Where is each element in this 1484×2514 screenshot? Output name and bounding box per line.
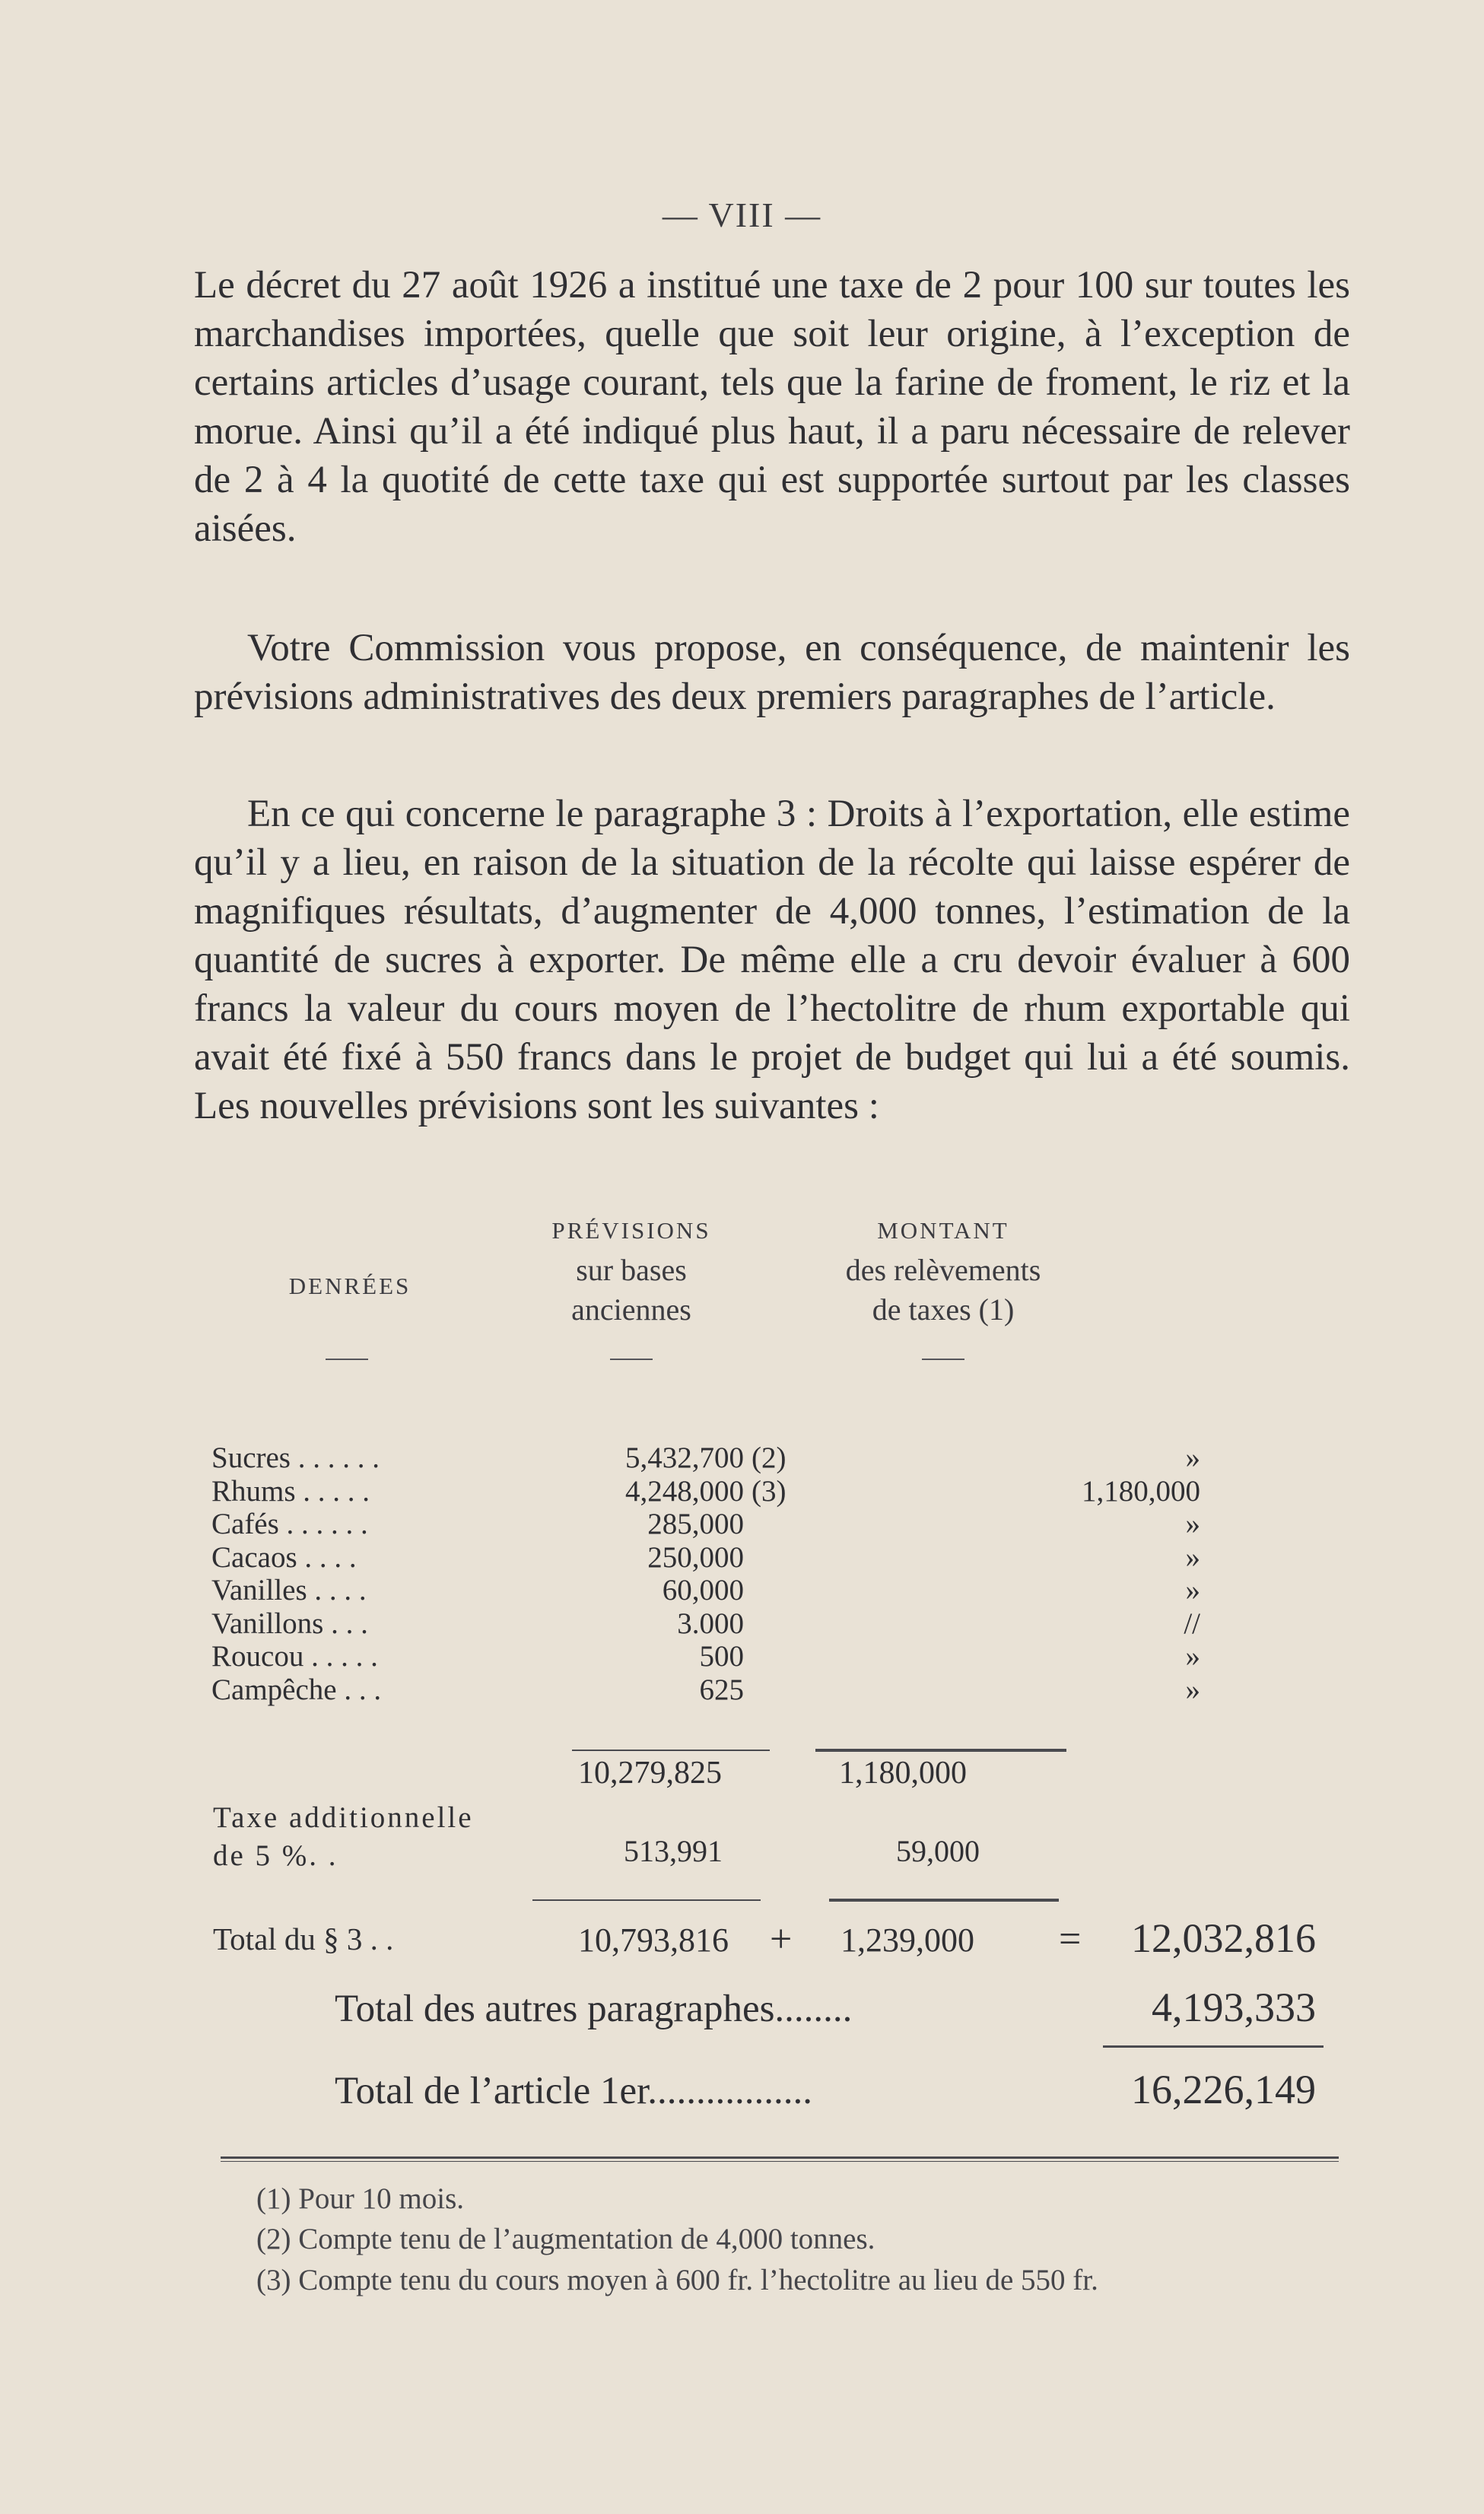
row-montant: » (1185, 1640, 1200, 1673)
header-denrees: DENRÉES (288, 1273, 412, 1299)
total-autres-label: Total des autres paragraphes........ (335, 1988, 853, 2030)
table-row-vanillons (211, 1607, 1200, 1641)
table-row-campeche (211, 1673, 1200, 1707)
total-autres-value: 4,193,333 (1152, 1985, 1316, 2030)
footnote-2: (2) Compte tenu de l’augmentation de 4,000 tonnes. (256, 2223, 875, 2255)
total-article-rule (1103, 2045, 1324, 2048)
subtotal-rule-previsions (572, 1750, 770, 1751)
header-montant-line3: de taxes (1) (872, 1292, 1015, 1327)
table-row-cafes (211, 1508, 1200, 1541)
row-label: Cafés . . . . . . (211, 1508, 368, 1540)
paragraph-commission: Votre Commission vous propose, en conséquence, de maintenir les prévisions administratives des deux premiers paragraphes de l’article. (194, 627, 1350, 718)
total-para3-montant: 1,239,000 (841, 1921, 974, 1959)
header-montant (783, 1211, 1103, 1330)
row-label: Cacaos . . . . (211, 1540, 357, 1574)
footnote-1: (1) Pour 10 mois. (256, 2182, 464, 2215)
footnote-separator (221, 2156, 1339, 2159)
row-montant: » (1185, 1540, 1200, 1574)
row-previsions: 285,000 (647, 1508, 744, 1540)
total-rule-montant (829, 1899, 1059, 1902)
row-label: Rhums . . . . . (211, 1474, 370, 1508)
row-label: Sucres . . . . . . (211, 1441, 380, 1474)
row-previsions: 500 (699, 1640, 744, 1673)
row-previsions: 3.000 (677, 1607, 744, 1640)
header-previsions-line3: anciennes (571, 1292, 691, 1327)
row-label: Vanilles . . . . (211, 1574, 367, 1607)
header-dash-denrees (326, 1359, 368, 1360)
total-rule-previsions (532, 1899, 761, 1901)
row-montant: // (1184, 1607, 1200, 1640)
footnote-separator-thin (221, 2161, 1339, 2162)
table-row-sucres (211, 1441, 1200, 1475)
table-row-vanilles (211, 1574, 1200, 1607)
taxe-additionnelle-previsions: 513,991 (624, 1834, 723, 1868)
row-montant: » (1185, 1574, 1200, 1607)
taxe-additionnelle-montant: 59,000 (896, 1834, 980, 1868)
row-previsions: 250,000 (647, 1540, 744, 1574)
total-para3-previsions: 10,793,816 (578, 1921, 729, 1959)
row-previsions: 625 (699, 1673, 744, 1706)
row-montant: » (1185, 1441, 1200, 1474)
subtotal-montant: 1,180,000 (839, 1756, 967, 1791)
row-previsions: 60,000 (662, 1574, 744, 1607)
row-label: Campêche . . . (211, 1673, 382, 1706)
paragraph-export: En ce qui concerne le paragraphe 3 : Droits à l’exportation, elle estime qu’il y a lieu, en raison de la situation de la récolte qui laisse espérer de magnifiques résultats, d’augmenter de 4,000 tonnes, l’estimation de la quantité de sucres à exporter. De même elle a cru devoir évaluer à 600 francs la valeur du cours moyen de l’hectolitre de rhum exportable qui avait été fixé à 550 francs dans le projet de budget qui lui a été soumis. Les nouvelles prévisions sont les suivantes : (194, 793, 1350, 1127)
footnote-3: (3) Compte tenu du cours moyen à 600 fr. l’hectolitre au lieu de 550 fr. (256, 2264, 1098, 2296)
subtotal-rule-montant (815, 1749, 1066, 1752)
row-label: Vanillons . . . (211, 1607, 368, 1640)
row-label: Roucou . . . . . (211, 1640, 378, 1673)
row-montant: » (1185, 1508, 1200, 1540)
header-montant-line2: des relèvements (845, 1253, 1041, 1287)
header-dash-previsions (610, 1359, 653, 1360)
row-montant: 1,180,000 (1082, 1474, 1200, 1508)
page-number: — VIII — (662, 195, 822, 234)
row-montant: » (1185, 1673, 1200, 1706)
header-dash-montant (922, 1359, 964, 1360)
total-para3-result: 12,032,816 (1131, 1915, 1316, 1961)
header-montant-line1: MONTANT (877, 1217, 1009, 1244)
subtotal-previsions: 10,279,825 (578, 1756, 722, 1791)
row-previsions: 4,248,000 (3) (625, 1474, 786, 1508)
total-article-label: Total de l’article 1er................. (335, 2070, 813, 2112)
table-row-roucou (211, 1640, 1200, 1673)
total-article-value: 16,226,149 (1131, 2067, 1316, 2112)
header-previsions (487, 1211, 776, 1330)
total-para3-equals-sign: = (1059, 1918, 1082, 1961)
header-previsions-line2: sur bases (576, 1253, 687, 1287)
row-previsions: 5,432,700 (2) (625, 1441, 786, 1474)
table-row-cacaos (211, 1540, 1200, 1575)
total-para3-plus-sign: + (770, 1918, 793, 1961)
total-para3-label: Total du § 3 . . (213, 1921, 394, 1956)
paragraph-decree: Le décret du 27 août 1926 a institué une taxe de 2 pour 100 sur toutes les marchandises importées, quelle que soit leur origine, à l’exception de certains articles d’usage courant, tels que la farine de froment, le riz et la morue. Ainsi qu’il a été indiqué plus haut, il a paru nécessaire de relever de 2 à 4 la quotité de cette taxe qui est supportée surtout par les classes aisées. (194, 264, 1350, 550)
table-row-rhums (211, 1474, 1200, 1508)
taxe-additionnelle-label: Taxe additionnelle de 5 %. . (213, 1801, 474, 1872)
header-previsions-line1: PRÉVISIONS (551, 1217, 711, 1244)
commodity-rows (211, 1441, 1200, 1706)
